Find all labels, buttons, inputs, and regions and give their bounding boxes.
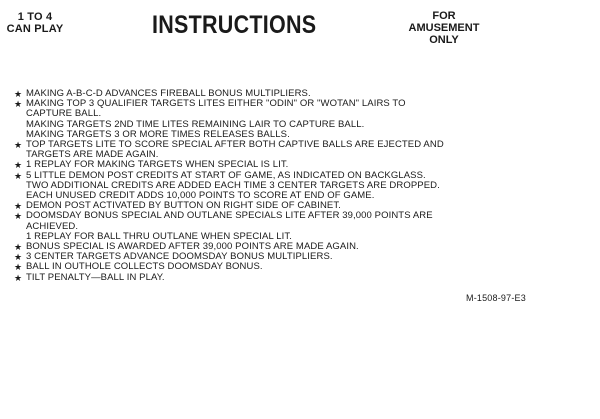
rule-text: TARGETS ARE MADE AGAIN. [26,149,159,161]
rule-text: DOOMSDAY BONUS SPECIAL AND OUTLANE SPECIALS LITE AFTER 39,000 POINTS ARE [26,210,433,222]
rules-list [14,89,484,283]
rule-text: MAKING TARGETS 2ND TIME LITES REMAINING LAIR TO CAPTURE BALL. [26,118,365,130]
part-number: M-1508-97-E3 [466,293,526,303]
rule-text: BONUS SPECIAL IS AWARDED AFTER 39,000 POINTS ARE MADE AGAIN. [26,241,359,253]
page-title: INSTRUCTIONS [152,11,317,39]
rule-text: TOP TARGETS LITE TO SCORE SPECIAL AFTER BOTH CAPTIVE BALLS ARE EJECTED AND [26,139,444,151]
star-bullet-icon: ★ [14,262,23,273]
rule-text: 3 CENTER TARGETS ADVANCE DOOMSDAY BONUS MULTIPLIERS. [26,251,333,263]
star-bullet-icon: ★ [14,201,23,212]
rule-text: BALL IN OUTHOLE COLLECTS DOOMSDAY BONUS. [26,261,263,273]
rule-text: TWO ADDITIONAL CREDITS ARE ADDED EACH TIME 3 CENTER TARGETS ARE DROPPED. [26,179,440,191]
rule-text: EACH UNUSED CREDIT ADDS 10,000 POINTS TO SCORE AT END OF GAME. [26,190,375,202]
player-count-label [2,11,68,35]
rule-text: ACHIEVED. [26,220,79,232]
rule-text: 1 REPLAY FOR BALL THRU OUTLANE WHEN SPECIAL LIT. [26,230,292,242]
star-bullet-icon: ★ [14,160,23,171]
rule-text: MAKING A-B-C-D ADVANCES FIREBALL BONUS MULTIPLIERS. [26,88,311,99]
star-bullet-icon: ★ [14,272,23,283]
rule-line [14,211,484,221]
player-count-line-2: CAN PLAY [6,23,64,35]
star-bullet-icon: ★ [14,211,23,222]
player-count-line-1: 1 TO 4 [17,11,53,23]
rule-text: 5 LITTLE DEMON POST CREDITS AT START OF GAME, AS INDICATED ON BACKGLASS. [26,169,426,181]
rule-text: DEMON POST ACTIVATED BY BUTTON ON RIGHT SIDE OF CABINET. [26,200,341,212]
rule-text: MAKING TARGETS 3 OR MORE TIMES RELEASES BALLS. [26,128,290,140]
amusement-line-3: ONLY [429,34,459,46]
star-bullet-icon: ★ [14,170,23,181]
star-bullet-icon: ★ [14,89,23,99]
rule-text: CAPTURE BALL. [26,108,102,120]
star-bullet-icon: ★ [14,99,23,110]
rule-line [14,273,484,283]
rule-text: TILT PENALTY—BALL IN PLAY. [26,271,165,283]
star-bullet-icon: ★ [14,242,23,253]
rule-text: 1 REPLAY FOR MAKING TARGETS WHEN SPECIAL IS LIT. [26,159,289,171]
rule-text: MAKING TOP 3 QUALIFIER TARGETS LITES EITHER "ODIN" OR "WOTAN" LAIRS TO [26,98,406,110]
star-bullet-icon: ★ [14,140,23,151]
amusement-line-2: AMUSEMENT [408,22,480,34]
amusement-only-label [404,10,484,46]
star-bullet-icon: ★ [14,252,23,263]
amusement-line-1: FOR [432,10,456,22]
